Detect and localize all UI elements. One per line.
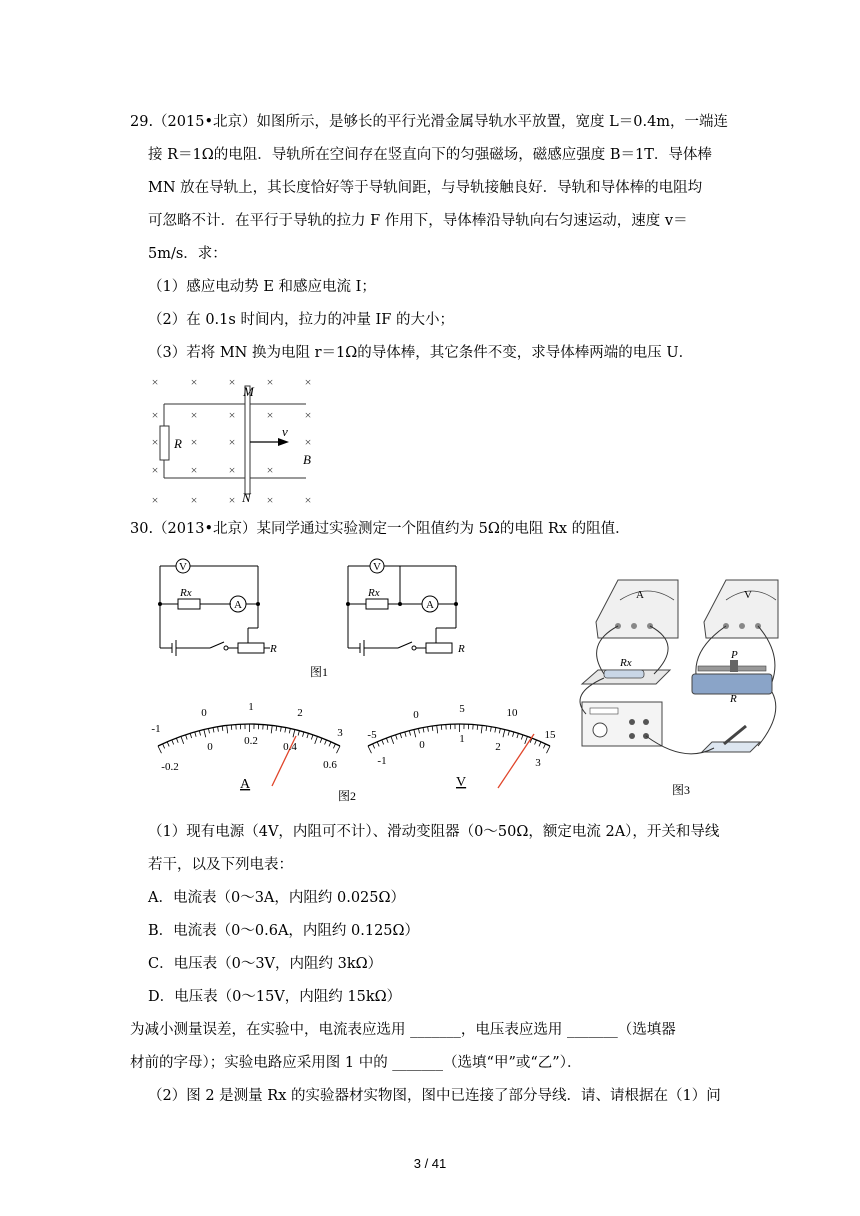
scale-tick	[377, 742, 379, 747]
tick-label: 2	[495, 741, 501, 753]
scale-tick	[190, 733, 191, 738]
voltmeter-mark: V	[744, 589, 752, 601]
scale-tick	[539, 742, 541, 747]
label-R: R	[174, 436, 182, 451]
cross-mark: ×	[266, 463, 274, 477]
tick-label: 2	[297, 707, 303, 719]
scale-tick	[333, 744, 335, 749]
label-Rx: Rx	[620, 657, 632, 669]
scale-tick	[481, 725, 482, 733]
cross-mark: ×	[190, 435, 198, 449]
page-number: 3 / 41	[413, 1156, 447, 1171]
cross-mark: ×	[266, 408, 274, 422]
scale-tick	[437, 725, 438, 733]
scale-tick	[181, 736, 184, 744]
fig3-caption: 图3	[672, 783, 691, 797]
q30-fill-line-1: 为减小测量误差，在实验中，电流表应选用 _______，电压表应选用 _______（选填器	[130, 1022, 676, 1038]
q30-fill-line-2: 材前的字母）；实验电路应采用图 1 中的 _______（选填“甲”或“乙”）．	[130, 1055, 582, 1071]
tick-label: 0	[419, 739, 425, 751]
cross-mark: ×	[190, 493, 198, 507]
label-v: v	[282, 424, 288, 439]
scale-tick	[432, 726, 433, 731]
scale-tick	[382, 740, 384, 745]
option-A: A．电流表（0～3A，内阻约 0.025Ω）	[148, 890, 406, 906]
option-B: B．电流表（0～0.6A，内阻约 0.125Ω）	[148, 923, 420, 939]
scale-tick	[418, 728, 419, 733]
scale-tick	[428, 727, 429, 732]
cross-mark: ×	[190, 408, 198, 422]
q30-part1-line-2: 若干，以及下列电表：	[148, 857, 293, 873]
q29-line-2: 接 R＝1Ω的电阻．导轨所在空间存在竖直向下的匀强磁场，磁感应强度 B＝1T．导体棒	[148, 147, 712, 163]
tick-label: 0.6	[323, 759, 337, 771]
cross-mark: ×	[228, 435, 236, 449]
scale-tick	[373, 744, 375, 749]
tick-label: 3	[535, 757, 541, 769]
scale-tick	[329, 742, 331, 747]
fig3-apparatus	[574, 574, 788, 800]
scale-tick	[513, 732, 514, 737]
scale-tick	[227, 725, 228, 733]
tick-label: 1	[459, 733, 465, 745]
label-Rx: Rx	[368, 587, 380, 599]
scale-tick	[163, 744, 165, 749]
cross-mark: ×	[151, 435, 159, 449]
cross-mark: ×	[228, 408, 236, 422]
tick-label: 10	[506, 707, 518, 719]
cross-mark: ×	[190, 375, 198, 389]
scale-tick	[414, 730, 416, 738]
scale-tick	[298, 731, 299, 736]
label-M: M	[243, 384, 254, 399]
label-N: N	[242, 490, 251, 505]
cross-mark: ×	[304, 408, 312, 422]
cross-mark: ×	[266, 493, 274, 507]
q29-rail-figure	[146, 374, 326, 508]
cross-mark: ×	[228, 375, 236, 389]
scale-tick	[271, 725, 272, 733]
q30-line-1: 30.（2013•北京）某同学通过实验测定一个阻值约为 5Ω的电阻 Rx 的阻值．	[130, 521, 630, 537]
fig2-caption: 图2	[338, 789, 357, 803]
scale-tick	[311, 735, 313, 740]
scale-tick	[409, 731, 410, 736]
fig1-caption: 图1	[310, 665, 329, 679]
ammeter-label: A	[240, 777, 251, 792]
fig1-circuits	[150, 552, 480, 682]
scale-tick	[495, 728, 496, 733]
scale-tick	[293, 730, 295, 738]
tick-label: 0	[201, 707, 207, 719]
cross-mark: ×	[304, 493, 312, 507]
q30-part1-line-1: （1）现有电源（4V，内阻可不计）、滑动变阻器（0～50Ω，额定电流 2A），开关和导线	[148, 824, 720, 840]
scale-tick	[315, 736, 318, 744]
scale-tick	[525, 736, 528, 744]
ammeter-symbol: A	[234, 599, 242, 611]
q29-line-1: 29.（2015•北京）如图所示，是够长的平行光滑金属导轨水平放置，宽度 L＝0.4m，一端连	[130, 114, 729, 130]
scale-tick	[486, 726, 487, 731]
cross-mark: ×	[190, 463, 198, 477]
scale-tick	[285, 728, 286, 733]
q30-part2-line: （2）图 2 是测量 Rx 的实验器材实物图，图中已连接了部分导线．请、请根据在（1）问	[148, 1088, 721, 1104]
scale-tick	[499, 728, 500, 733]
scale-tick	[186, 735, 188, 740]
scale-tick	[320, 738, 322, 743]
scale-tick	[546, 746, 550, 753]
tick-label: 15	[544, 729, 556, 741]
scale-tick	[303, 732, 304, 737]
tick-label: -1	[377, 755, 387, 767]
scale-tick	[368, 746, 371, 753]
q29-line-4: 可忽略不计．在平行于导轨的拉力 F 作用下，导体棒沿导轨向右匀速运动，速度 v＝	[148, 213, 688, 229]
cross-mark: ×	[151, 408, 159, 422]
fig2-meter-scales	[140, 694, 570, 804]
cross-mark: ×	[151, 375, 159, 389]
label-R: R	[270, 643, 277, 655]
tick-label: 3	[337, 727, 343, 739]
scale-tick	[213, 728, 214, 733]
scale-tick	[158, 746, 161, 753]
scale-tick	[204, 730, 206, 738]
cross-mark: ×	[151, 463, 159, 477]
tick-label: 1	[248, 701, 254, 713]
scale-tick	[405, 732, 406, 737]
scale-tick	[391, 736, 394, 744]
label-P: P	[731, 649, 738, 661]
q29-sub-3: （3）若将 MN 换为电阻 r＝1Ω的导体棒，其它条件不变，求导体棒两端的电压 U．	[148, 345, 694, 361]
tick-label: -1	[151, 723, 161, 735]
voltmeter-label: V	[456, 775, 467, 790]
cross-mark: ×	[266, 375, 274, 389]
scale-tick	[208, 728, 209, 733]
scale-tick	[172, 740, 174, 745]
cross-mark: ×	[304, 435, 312, 449]
q29-sub-1: （1）感应电动势 E 和感应电流 I；	[148, 279, 376, 295]
scale-tick	[199, 731, 200, 736]
ammeter-symbol: A	[426, 599, 434, 611]
tick-label: -0.2	[161, 761, 179, 773]
option-C: C．电压表（0～3V，内阻约 3kΩ）	[148, 956, 383, 972]
scale-tick	[396, 735, 398, 740]
cross-mark: ×	[228, 463, 236, 477]
q29-line-3: MN 放在导轨上，其长度恰好等于导轨间距，与导轨接触良好．导轨和导体棒的电阻均	[148, 180, 703, 196]
tick-label: 0.4	[283, 741, 297, 753]
scale-tick	[386, 738, 388, 743]
cross-mark: ×	[151, 493, 159, 507]
scale-tick	[517, 733, 519, 738]
option-D: D．电压表（0～15V，内阻约 15kΩ）	[148, 989, 402, 1005]
tick-label: 0.2	[244, 735, 258, 747]
scale-tick	[336, 746, 340, 753]
scale-tick	[503, 730, 505, 738]
scale-tick	[490, 727, 491, 732]
scale-tick	[276, 726, 277, 731]
cross-mark: ×	[228, 493, 236, 507]
voltmeter-symbol: V	[373, 561, 381, 573]
scale-tick	[176, 738, 178, 743]
tick-label: 0	[207, 741, 213, 753]
ammeter-mark: A	[636, 589, 644, 601]
scale-tick	[222, 726, 223, 731]
scale-tick	[280, 727, 281, 732]
scale-tick	[535, 740, 537, 745]
tick-label: 5	[459, 703, 465, 715]
voltmeter-symbol: V	[179, 561, 187, 573]
label-B: B	[303, 452, 311, 467]
scale-tick	[167, 742, 169, 747]
q29-sub-2: （2）在 0.1s 时间内，拉力的冲量 IF 的大小；	[148, 312, 454, 328]
scale-tick	[543, 744, 545, 749]
q29-line-5: 5m/s．求：	[148, 246, 227, 262]
scale-tick	[195, 732, 196, 737]
tick-label: -5	[367, 729, 377, 741]
label-Rx: Rx	[180, 587, 192, 599]
scale-tick	[325, 740, 327, 745]
scale-tick	[289, 728, 290, 733]
scale-tick	[218, 727, 219, 732]
scale-tick	[508, 731, 509, 736]
scale-tick	[307, 733, 309, 738]
scale-tick	[400, 733, 401, 738]
label-R: R	[458, 643, 465, 655]
label-R: R	[730, 693, 737, 705]
cross-mark: ×	[304, 375, 312, 389]
scale-tick	[521, 735, 523, 740]
tick-label: 0	[413, 709, 419, 721]
scale-tick	[423, 728, 424, 733]
